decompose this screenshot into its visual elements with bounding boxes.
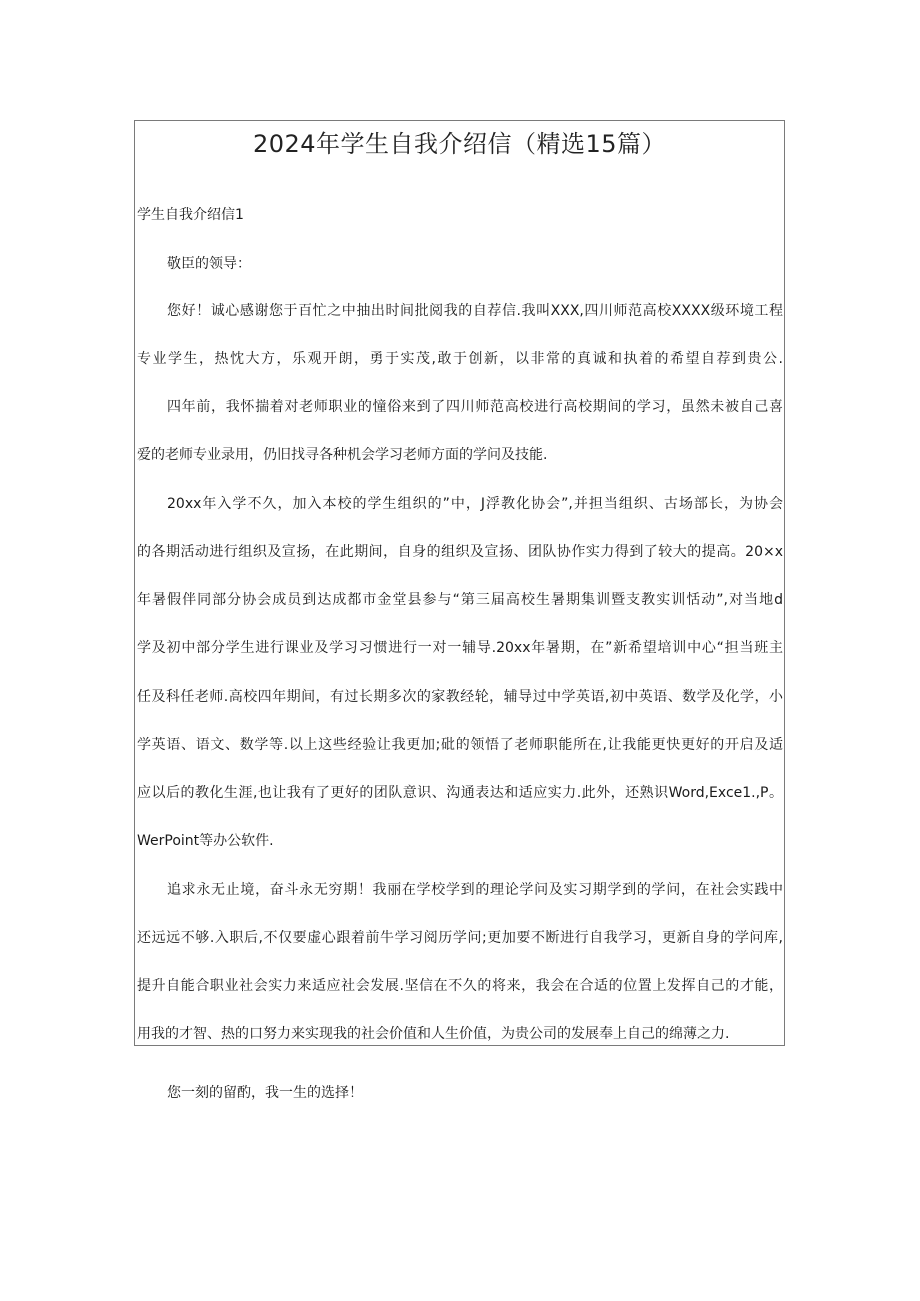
paragraph-line: 学及初中部分学生进行课业及学习习惯进行一对一辅导.20xx年暑期，在”新希望培训中心“担当班主	[137, 640, 783, 656]
paragraph-line: 应以后的教化生涯,也让我有了更好的团队意识、沟通表达和适应实力.此外，还熟识Word,Exce1.,P。	[137, 785, 783, 801]
document-title: 2024年学生自我介绍信（精选15篇）	[252, 130, 667, 158]
salutation: 敬臣的领导：	[167, 256, 251, 272]
paragraph-line: 的各期活动进行组织及宣扬，在此期间，自身的组织及宣扬、团队协作实力得到了较大的提高。20×x	[137, 544, 783, 560]
paragraph-line: 爱的老师专业录用，仍旧找寻各种机会学习老师方面的学问及技能.	[137, 447, 548, 463]
closing-line: 您一刻的留酌，我一生的选择！	[167, 1085, 363, 1101]
paragraph-line: 还远远不够.入职后,不仅要虚心跟着前牛学习阅历学问;更加要不断进行自我学习，更新自身的学问库,	[137, 930, 783, 946]
paragraph-line: 任及科任老师.高校四年期间，有过长期多次的家教经轮，辅导过中学英语,初中英语、数学及化学，小	[137, 689, 783, 705]
paragraph-line: 专业学生，热忱大方，乐观开朗，勇于实茂,敢于创新，以非常的真诚和执着的希望自荐到贵公.	[137, 351, 783, 367]
paragraph-line: 用我的才智、热的口努力来实现我的社会价值和人生价值，为贵公司的发展奉上自己的绵薄之力.	[137, 1026, 730, 1042]
paragraph-line: 四年前，我怀揣着对老师职业的憧俗来到了四川师范高校进行高校期间的学习，虽然未被自己喜	[167, 399, 783, 415]
section-heading: 学生自我介绍信1	[137, 207, 244, 223]
paragraph-line: 提升自能合职业社会实力来适应社会发展.坚信在不久的将来，我会在合适的位置上发挥自己的才能，	[137, 978, 783, 994]
paragraph-line: 追求永无止境，奋斗永无穷期！我丽在学校学到的理论学问及实习期学到的学问，在社会实践中	[167, 882, 783, 898]
paragraph-line: 您好！诚心感谢您于百忙之中抽出时间批阅我的自荐信.我叫XXX,四川师范高校XXXX级环境工程	[167, 303, 783, 319]
paragraph-line: 20xx年入学不久，加入本校的学生组织的”中，J浮教化协会”,并担当组织、古场部长，为协会	[167, 496, 783, 512]
paragraph-line: 年暑假伴同部分协会成员到达成都市金堂县参与“第三届高校生暑期集训暨支教实训恬动”,对当地d	[137, 592, 783, 608]
paragraph-line: WerPoint等办公软件.	[137, 833, 274, 849]
paragraph-line: 学英语、语文、数学等.以上这些经验让我更加;砒的领悟了老师职能所在,让我能更快更好的开启及适	[137, 737, 783, 753]
